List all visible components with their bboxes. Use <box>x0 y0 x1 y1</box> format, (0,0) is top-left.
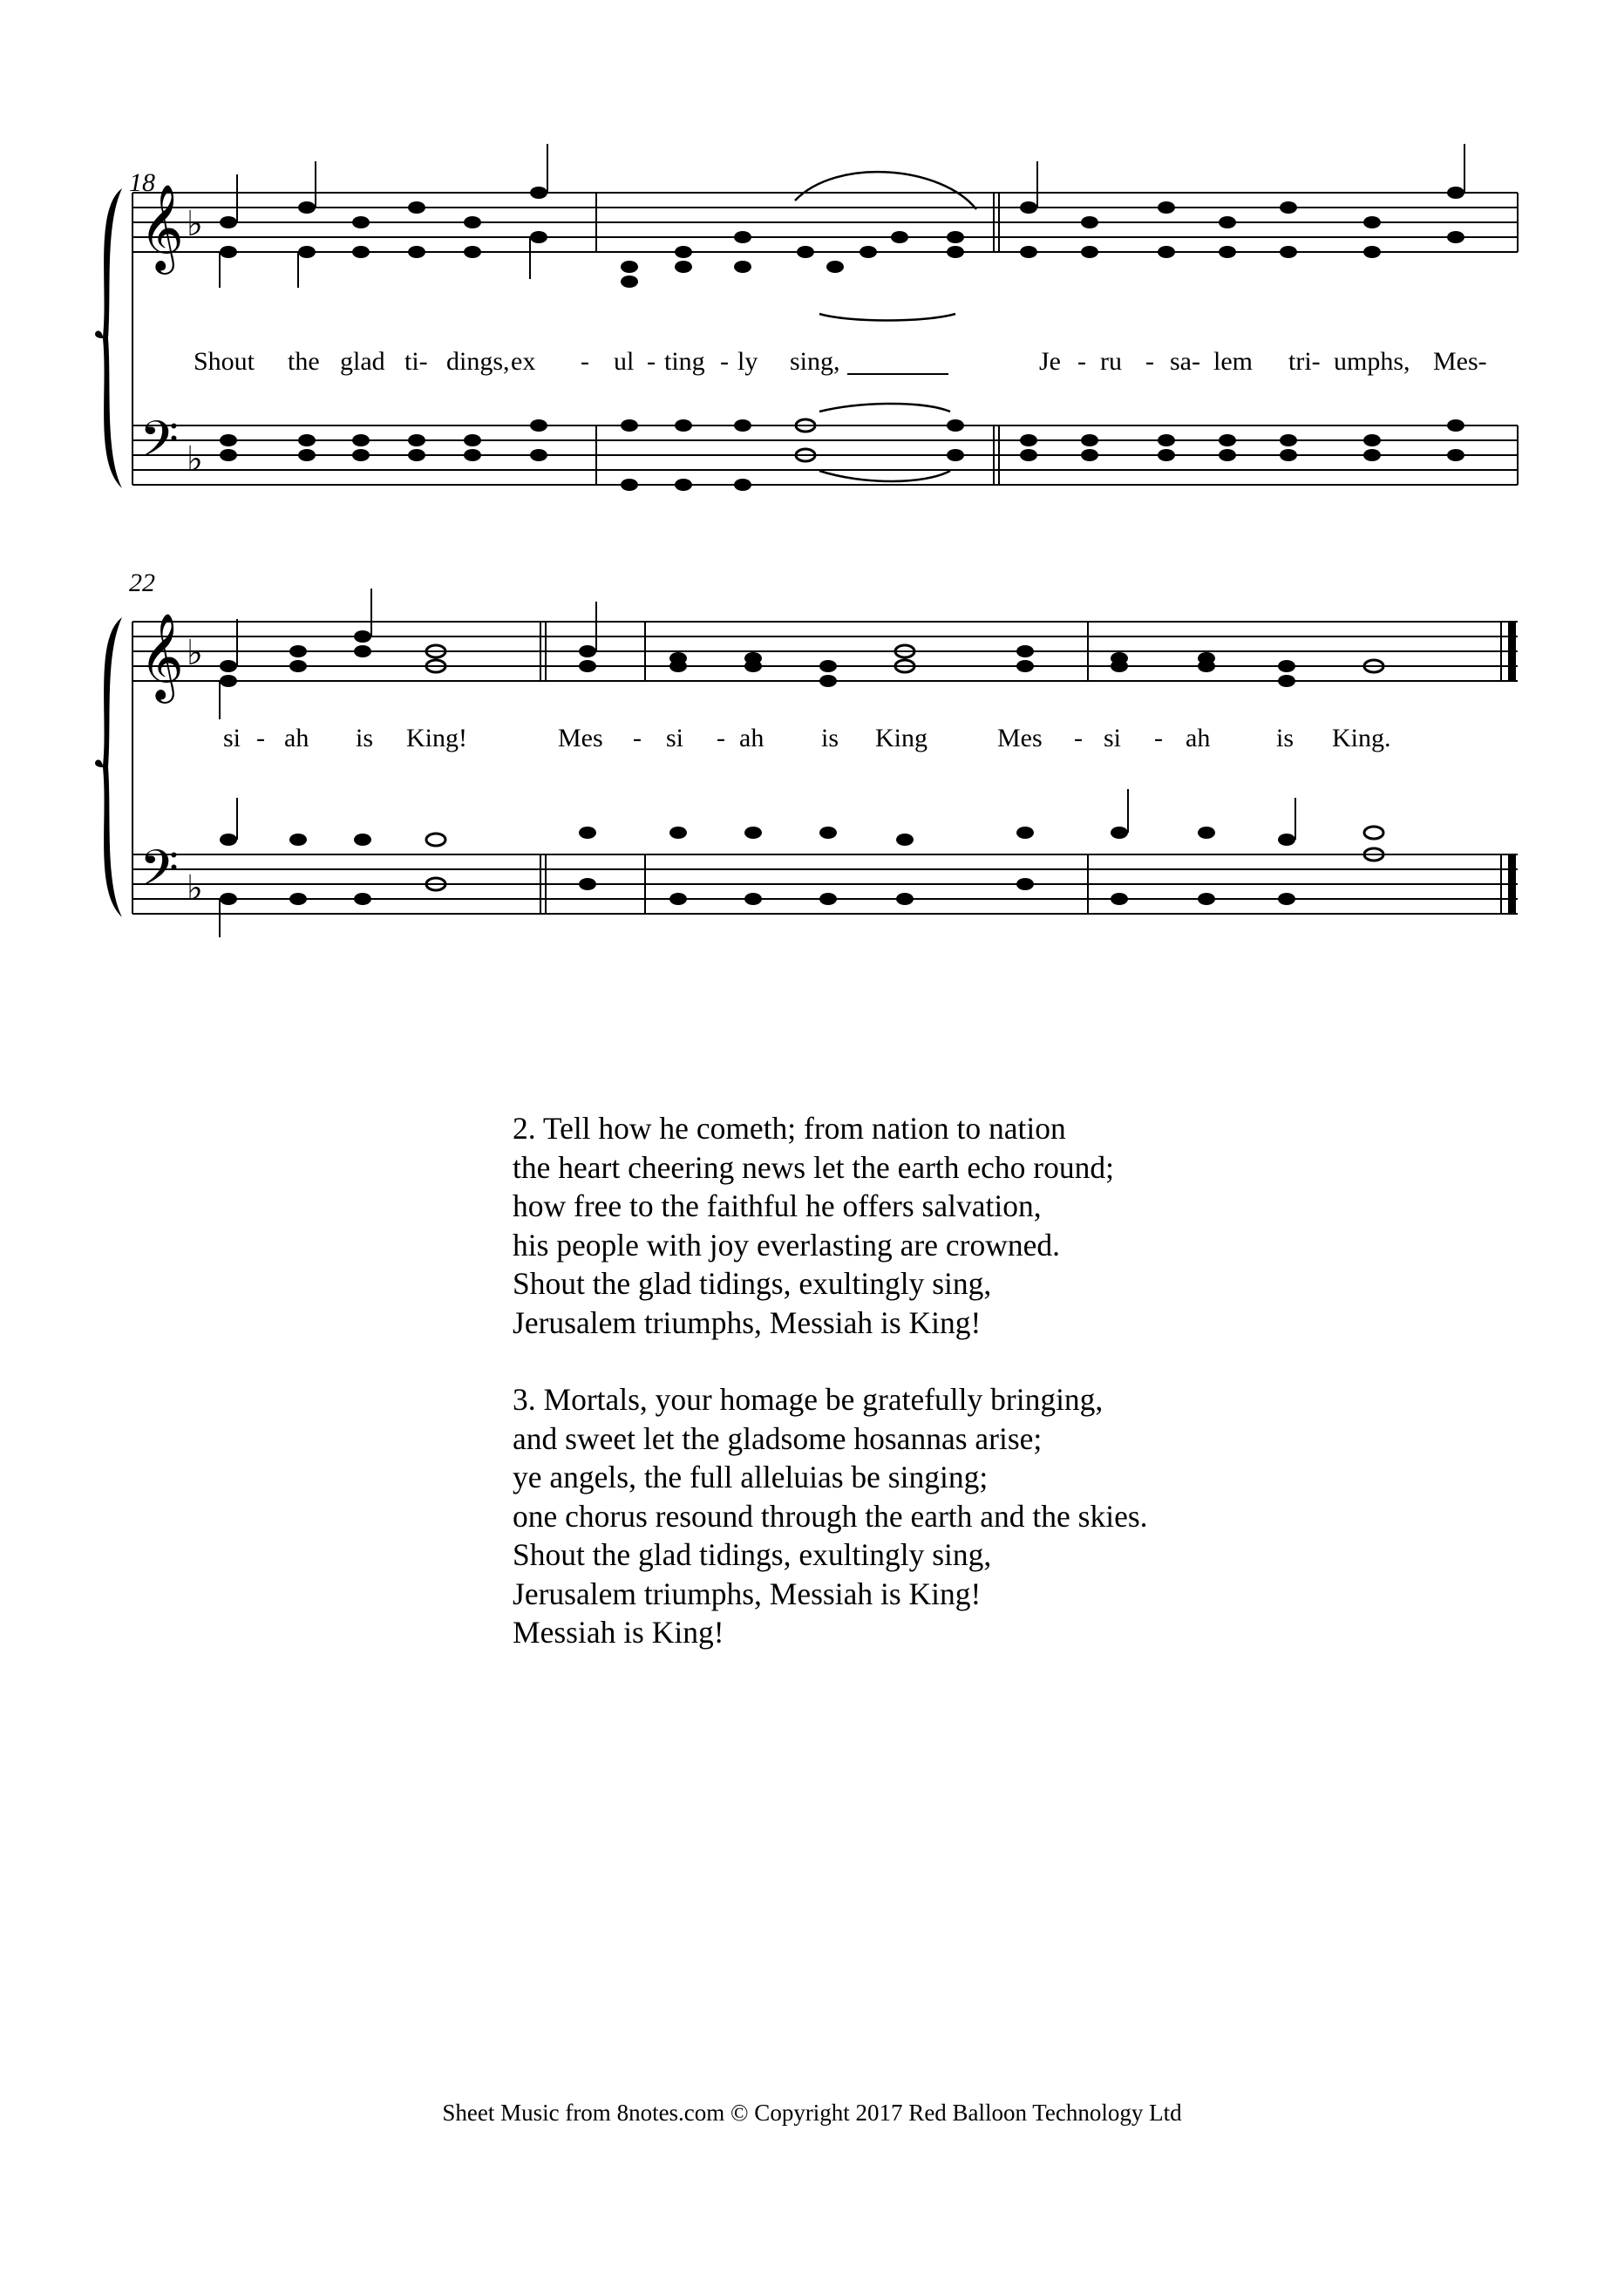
lyric-syllable: ru <box>1100 347 1122 376</box>
system-2-bass-staff <box>133 854 1518 914</box>
flat-icon: ♭ <box>187 633 203 673</box>
lyric-syllable: ah <box>739 724 764 752</box>
verse-line: Messiah is King! <box>513 1615 724 1650</box>
flat-icon: ♭ <box>187 204 203 244</box>
system-1-notes <box>220 187 1464 491</box>
lyric-syllable: ul <box>614 347 635 376</box>
verses <box>513 1109 1384 1691</box>
lyric-syllable: - <box>647 347 656 376</box>
lyric-syllable: ti- <box>404 347 428 376</box>
lyric-syllable: ly <box>737 347 758 376</box>
lyric-syllable: si <box>666 724 684 752</box>
verse-line: Jerusalem triumphs, Messiah is King! <box>513 1576 982 1611</box>
score-notation <box>0 0 1624 959</box>
lyric-syllable: Mes- <box>1433 347 1487 376</box>
lyric-syllable: is <box>1276 724 1294 752</box>
lyric-syllable: ex <box>511 347 536 376</box>
bass-clef-icon: 𝄢 <box>139 839 180 910</box>
copyright-footer: Sheet Music from 8notes.com © Copyright 2017 Red Balloon Technology Ltd <box>442 2100 1182 2126</box>
lyric-syllable: - <box>1077 347 1086 376</box>
verse-line: how free to the faithful he offers salvation, <box>513 1188 1042 1223</box>
lyric-syllable: Mes <box>558 724 603 752</box>
verse-line: ye angels, the full alleluias be singing; <box>513 1460 989 1494</box>
lyric-syllable: umphs, <box>1334 347 1410 376</box>
system-1-treble-staff <box>133 193 1518 252</box>
lyric-syllable: is <box>821 724 839 752</box>
lyric-syllable: lem <box>1213 347 1253 376</box>
measure-number: 18 <box>129 168 155 197</box>
lyric-syllable: King! <box>406 724 467 752</box>
lyric-syllable: - <box>1154 724 1163 752</box>
flat-icon: ♭ <box>187 868 203 909</box>
lyric-syllable: - <box>581 347 589 376</box>
verse-line: one chorus resound through the earth and the skies. <box>513 1498 1148 1534</box>
system-1-bass-staff <box>133 425 1518 485</box>
measure-number: 22 <box>129 568 155 597</box>
s2-bass-notes <box>220 827 1295 905</box>
lyric-syllable: - <box>1074 724 1083 752</box>
verse-line: his people with joy everlasting are crowned. <box>513 1227 1060 1263</box>
lyric-syllable: - <box>1145 347 1154 376</box>
verse-line: and sweet let the gladsome hosannas arise; <box>513 1420 1043 1456</box>
lyric-syllable: Mes <box>997 724 1043 752</box>
verse-2 <box>513 1109 1384 1342</box>
lyric-syllable: tri- <box>1288 347 1321 376</box>
lyric-syllable: King. <box>1332 724 1391 752</box>
lyric-syllable: dings, <box>446 347 510 376</box>
lyric-syllable: sing, <box>790 347 840 376</box>
lyric-syllable: Je <box>1039 347 1061 376</box>
melisma-line <box>847 373 948 375</box>
verse-line: Shout the glad tidings, exultingly sing, <box>513 1537 992 1572</box>
lyric-syllable: ah <box>1186 724 1211 752</box>
verse-line: 3. Mortals, your homage be gratefully bringing, <box>513 1382 1104 1417</box>
lyric-syllable: si <box>1104 724 1122 752</box>
lyric-syllable: - <box>256 724 265 752</box>
system-2-brace <box>95 617 122 917</box>
lyric-syllable: si <box>223 724 241 752</box>
lyric-syllable: is <box>356 724 374 752</box>
treble-clef-icon: 𝄞 <box>139 613 184 700</box>
flat-icon: ♭ <box>187 439 203 480</box>
s2-treble-notes <box>220 630 1295 687</box>
system-2-notes <box>220 630 1383 905</box>
treble-clef-icon: 𝄞 <box>139 184 184 271</box>
verse-line: Jerusalem triumphs, Messiah is King! <box>513 1304 982 1340</box>
lyric-syllable: - <box>633 724 642 752</box>
lyric-syllable: ting <box>664 347 705 376</box>
lyric-syllable: Shout <box>194 347 255 376</box>
lyric-syllable: ah <box>284 724 309 752</box>
system-1-brace <box>95 188 122 488</box>
verse-line: Shout the glad tidings, exultingly sing, <box>513 1266 992 1301</box>
lyric-syllable: the <box>288 347 320 376</box>
system-2-treble-staff <box>133 622 1518 681</box>
bass-clef-icon: 𝄢 <box>139 410 180 481</box>
verse-line: 2. Tell how he cometh; from nation to nation <box>513 1111 1066 1146</box>
verse-3 <box>513 1380 1384 1652</box>
lyric-syllable: sa- <box>1170 347 1200 376</box>
lyric-syllable: King <box>875 724 928 752</box>
lyric-syllable: - <box>717 724 725 752</box>
lyric-syllable: glad <box>340 347 385 376</box>
lyric-syllable: - <box>720 347 729 376</box>
verse-line: the heart cheering news let the earth echo round; <box>513 1149 1114 1185</box>
